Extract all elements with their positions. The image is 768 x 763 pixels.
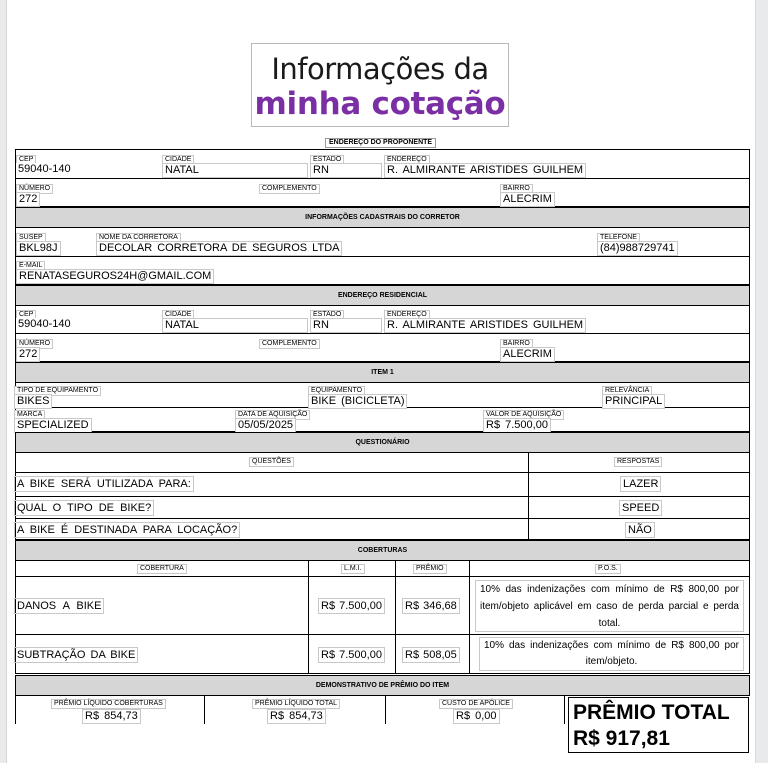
cep-value: 59040-140	[18, 163, 71, 175]
section-bar-residencial: ENDEREÇO RESIDENCIAL	[15, 285, 750, 306]
col-cobertura: COBERTURA	[137, 564, 187, 574]
res-estado-label: ESTADO	[310, 310, 344, 320]
answer-1: LAZER	[620, 476, 661, 492]
res-cep-value: 59040-140	[18, 318, 71, 330]
numero-value: 272	[16, 192, 40, 207]
question-3: A BIKE É DESTINADA PARA LOCAÇÃO?	[14, 522, 240, 538]
question-2: QUAL O TIPO DE BIKE?	[14, 500, 154, 516]
col-lmi: L.M.I.	[341, 564, 365, 574]
res-bairro-label: BAIRRO	[500, 339, 533, 349]
col-premio: PRÊMIO	[413, 564, 447, 574]
res-cidade-value: NATAL	[162, 318, 308, 333]
res-cep-label: CEP	[16, 310, 36, 320]
premio-1: R$ 346,68	[402, 598, 460, 614]
col-pos: P.O.S.	[595, 564, 621, 574]
premio-total-value: R$ 917,81	[573, 727, 670, 750]
col-respostas: RESPOSTAS	[614, 457, 662, 467]
susep-value: BKL98J	[16, 241, 61, 256]
premio-liq-total-value: R$ 854,73	[267, 709, 326, 724]
res-numero-value: 272	[16, 347, 40, 362]
res-cidade-label: CIDADE	[162, 310, 194, 320]
telefone-value: (84)988729741	[597, 241, 678, 256]
cobertura-1: DANOS A BIKE	[14, 598, 104, 614]
title-logo	[251, 43, 509, 127]
document-page	[6, 0, 756, 763]
res-endereco-label: ENDEREÇO	[384, 310, 430, 320]
estado-label: ESTADO	[310, 155, 344, 165]
question-1: A BIKE SERÁ UTILIZADA PARA:	[14, 476, 194, 492]
premio-liq-cob-value: R$ 854,73	[82, 709, 141, 724]
title-line-2: minha cotação	[254, 86, 506, 122]
section-bar-corretor: INFORMAÇÕES CADASTRAIS DO CORRETOR	[15, 207, 750, 228]
residencial-box	[15, 306, 750, 362]
susep-label: SUSEP	[16, 233, 46, 243]
title-line-1: Informações da	[271, 52, 489, 86]
marca-value: SPECIALIZED	[14, 418, 92, 433]
email-value: RENATASEGUROS24H@GMAIL.COM	[16, 269, 214, 284]
section-bar-questionario: QUESTIONÁRIO	[15, 432, 750, 453]
bairro-label: BAIRRO	[500, 184, 533, 194]
pos-2: 10% das indenizações com mínimo de R$ 800,00 por item/objeto.	[479, 637, 744, 671]
valor-aquisicao-value: R$ 7.500,00	[483, 418, 551, 433]
corretora-value: DECOLAR CORRETORA DE SEGUROS LTDA	[96, 241, 342, 256]
res-numero-label: NÚMERO	[16, 339, 53, 349]
cobertura-2: SUBTRAÇÃO DA BIKE	[14, 647, 138, 663]
email-label: E-MAIL	[16, 261, 45, 271]
section-header-proponente: ENDEREÇO DO PROPONENTE	[325, 138, 436, 148]
complemento-label: COMPLEMENTO	[259, 184, 320, 194]
res-endereco-value: R. ALMIRANTE ARISTIDES GUILHEM	[384, 318, 586, 333]
data-aquisicao-label: DATA DE AQUISIÇÃO	[235, 410, 310, 420]
section-bar-coberturas: COBERTURAS	[15, 540, 750, 561]
tipo-label: TIPO DE EQUIPAMENTO	[14, 386, 101, 396]
equipamento-label: EQUIPAMENTO	[308, 386, 365, 396]
valor-aquisicao-label: VALOR DE AQUISIÇÃO	[483, 410, 564, 420]
endereco-label: ENDEREÇO	[384, 155, 430, 165]
relevancia-value: PRINCIPAL	[602, 394, 665, 409]
res-complemento-label: COMPLEMENTO	[259, 339, 320, 349]
premio-liq-cob-label: PRÊMIO LÍQUIDO COBERTURAS	[51, 699, 166, 709]
cidade-value: NATAL	[162, 163, 308, 178]
numero-label: NÚMERO	[16, 184, 53, 194]
premio-liq-total-label: PRÊMIO LÍQUIDO TOTAL	[252, 699, 340, 709]
tipo-value: BIKES	[14, 394, 52, 409]
col-questoes: QUESTÕES	[249, 457, 294, 467]
res-bairro-value: ALECRIM	[500, 347, 555, 362]
custo-apolice-label: CUSTO DE APÓLICE	[439, 699, 513, 709]
marca-label: MARCA	[14, 410, 45, 420]
answer-3: NÃO	[625, 522, 655, 538]
cidade-label: CIDADE	[162, 155, 194, 165]
corretora-label: NOME DA CORRETORA	[96, 233, 181, 243]
section-bar-item: ITEM 1	[15, 362, 750, 383]
lmi-2: R$ 7.500,00	[318, 647, 385, 663]
custo-apolice-value: R$ 0,00	[453, 709, 500, 724]
premio-2: R$ 508,05	[402, 647, 460, 663]
relevancia-label: RELEVÂNCIA	[602, 386, 652, 396]
bairro-value: ALECRIM	[500, 192, 555, 207]
premio-total-label: PRÊMIO TOTAL	[573, 701, 730, 724]
answer-2: SPEED	[619, 500, 662, 516]
pos-1: 10% das indenizações com mínimo de R$ 800,00 por item/objeto aplicável em caso de perda parcial e perda total.	[475, 580, 744, 632]
endereco-value: R. ALMIRANTE ARISTIDES GUILHEM	[384, 163, 586, 178]
equipamento-value: BIKE (BICICLETA)	[308, 394, 407, 409]
cep-label: CEP	[16, 155, 36, 165]
estado-value: RN	[310, 163, 382, 178]
data-aquisicao-value: 05/05/2025	[235, 418, 296, 433]
section-bar-demonstrativo: DEMONSTRATIVO DE PRÊMIO DO ITEM	[15, 675, 750, 696]
res-estado-value: RN	[310, 318, 382, 333]
lmi-1: R$ 7.500,00	[318, 598, 385, 614]
telefone-label: TELEFONE	[597, 233, 640, 243]
